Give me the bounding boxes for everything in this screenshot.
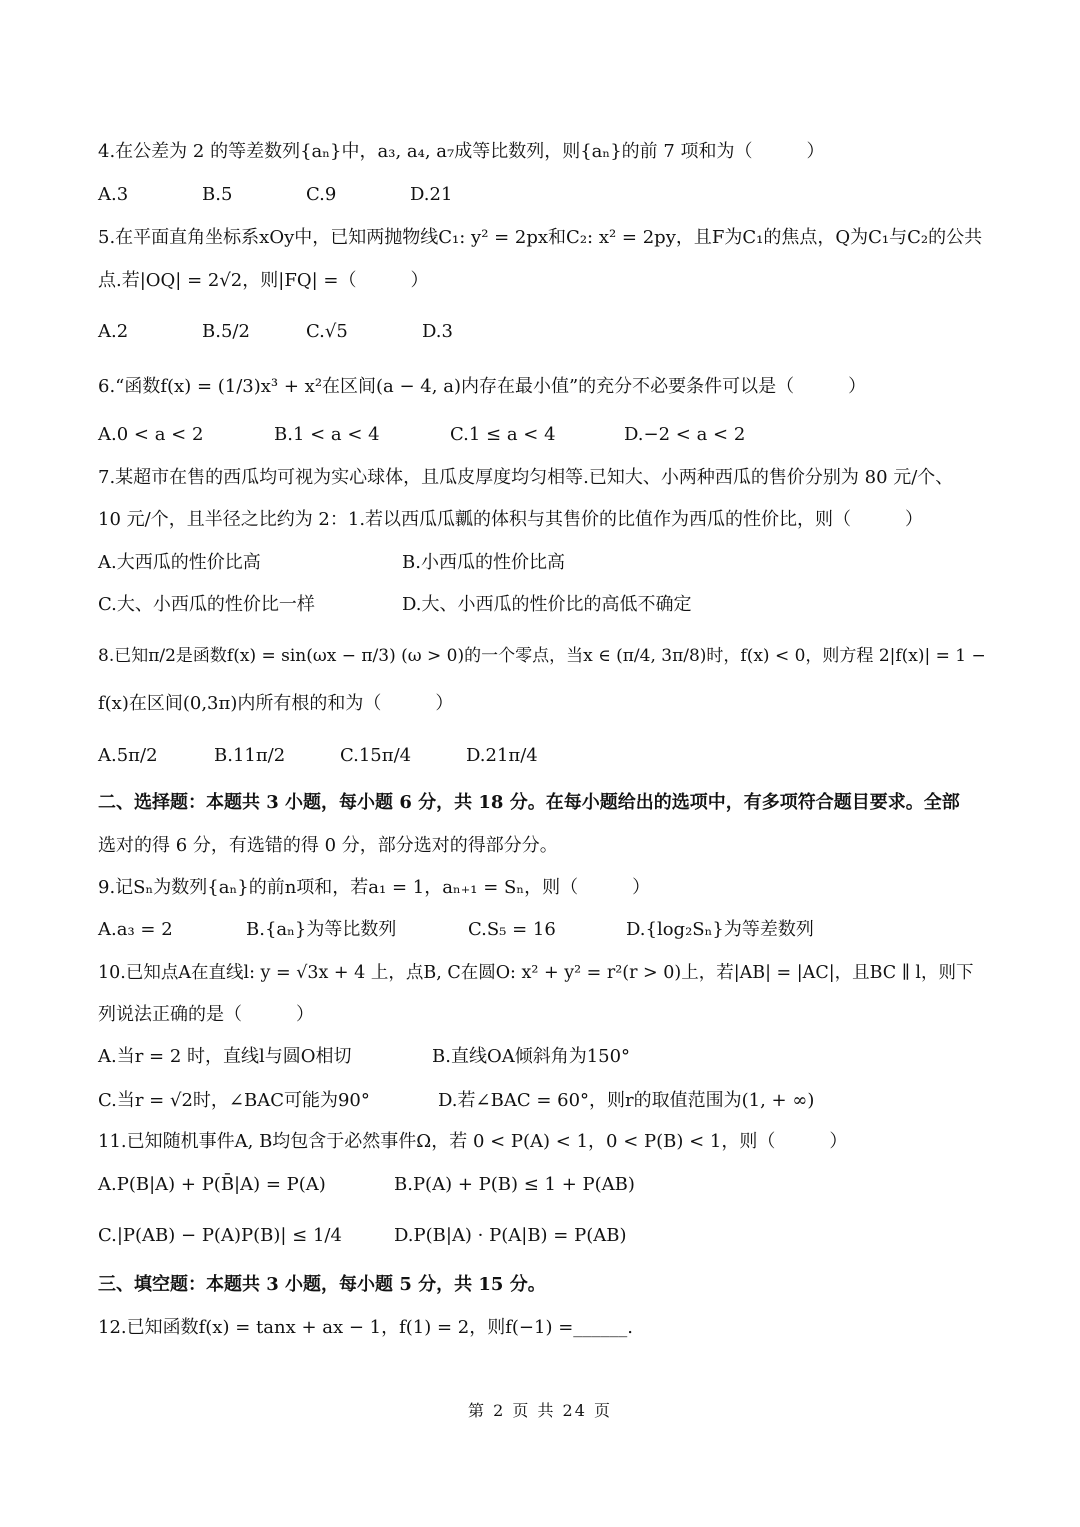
- q10-option-a: A.当r = 2 时，直线l与圆O相切: [98, 1046, 352, 1067]
- q9-option-a: A.a₃ = 2: [98, 919, 173, 940]
- question-10-line-1: 10.已知点A在直线l: y = √3x + 4 上，点B, C在圆O: x² + y² = r²(r > 0)上，若|AB| = |AC|，且BC ∥ l，则下: [98, 963, 974, 983]
- q9-option-d: D.{log₂Sₙ}为等差数列: [626, 919, 814, 940]
- q4-option-a: A.3: [98, 184, 129, 205]
- q6-option-a: A.0 < a < 2: [98, 424, 204, 445]
- section-2-heading-line-1: 二、选择题：本题共 3 小题，每小题 6 分，共 18 分。在每小题给出的选项中，有多项符合题目要求。全部: [98, 792, 960, 813]
- q6-option-d: D.−2 < a < 2: [624, 424, 746, 445]
- q11-option-d: D.P(B|A) · P(A|B) = P(AB): [394, 1225, 627, 1246]
- q5-option-a: A.2: [98, 321, 129, 342]
- q10-option-b: B.直线OA倾斜角为150°: [432, 1046, 631, 1067]
- question-12: 12.已知函数f(x) = tanx + ax − 1，f(1) = 2，则f(−1) =______.: [98, 1317, 634, 1338]
- q6-option-b: B.1 < a < 4: [274, 424, 380, 445]
- q7-option-c: C.大、小西瓜的性价比一样: [98, 594, 315, 615]
- q7-option-a: A.大西瓜的性价比高: [98, 552, 261, 573]
- q5-option-d: D.3: [422, 321, 453, 342]
- question-10-line-2: 列说法正确的是（ ）: [98, 1004, 314, 1025]
- q9-option-c: C.S₅ = 16: [468, 919, 556, 940]
- q4-option-d: D.21: [410, 184, 453, 205]
- q4-option-b: B.5: [202, 184, 233, 205]
- q8-option-c: C.15π/4: [340, 745, 412, 766]
- q5-option-b: B.5/2: [202, 321, 250, 342]
- q8-option-b: B.11π/2: [214, 745, 286, 766]
- question-8-line-1: 8.已知π/2是函数f(x) = sin(ωx − π/3) (ω > 0)的一个零点，当x ∈ (π/4, 3π/8)时，f(x) < 0，则方程 2|f(x)| = 1 −: [98, 646, 986, 666]
- question-6: 6.“函数f(x) = (1/3)x³ + x²在区间(a − 4, a)内存在最小值”的充分不必要条件可以是（ ）: [98, 376, 867, 397]
- q11-option-c: C.|P(AB) − P(A)P(B)| ≤ 1/4: [98, 1225, 342, 1246]
- q4-option-c: C.9: [306, 184, 337, 205]
- page-footer: 第 2 页 共 24 页: [468, 1401, 612, 1420]
- q7-option-b: B.小西瓜的性价比高: [402, 552, 565, 573]
- question-11: 11.已知随机事件A, B均包含于必然事件Ω，若 0 < P(A) < 1，0 < P(B) < 1，则（ ）: [98, 1131, 848, 1152]
- question-5-line-2: 点.若|OQ| = 2√2，则|FQ| =（ ）: [98, 270, 429, 291]
- q10-option-d: D.若∠BAC = 60°，则r的取值范围为(1, + ∞): [438, 1090, 815, 1111]
- question-7-line-2: 10 元/个，且半径之比约为 2：1.若以西瓜瓜瓤的体积与其售价的比值作为西瓜的性价比，则（ ）: [98, 509, 924, 530]
- q6-option-c: C.1 ≤ a < 4: [450, 424, 556, 445]
- q10-option-c: C.当r = √2时，∠BAC可能为90°: [98, 1090, 370, 1111]
- q8-option-a: A.5π/2: [98, 745, 158, 766]
- question-4: 4.在公差为 2 的等差数列{aₙ}中，a₃, a₄, a₇成等比数列，则{aₙ}的前 7 项和为（ ）: [98, 141, 825, 162]
- q11-option-a: A.P(B|A) + P(B̄|A) = P(A): [98, 1174, 326, 1195]
- question-7-line-1: 7.某超市在售的西瓜均可视为实心球体，且瓜皮厚度均匀相等.已知大、小两种西瓜的售价分别为 80 元/个、: [98, 467, 954, 488]
- q9-option-b: B.{aₙ}为等比数列: [246, 919, 397, 940]
- q7-option-d: D.大、小西瓜的性价比的高低不确定: [402, 594, 692, 615]
- section-3-heading: 三、填空题：本题共 3 小题，每小题 5 分，共 15 分。: [98, 1274, 546, 1295]
- question-9: 9.记Sₙ为数列{aₙ}的前n项和，若a₁ = 1，aₙ₊₁ = Sₙ，则（ ）: [98, 877, 651, 898]
- question-5-line-1: 5.在平面直角坐标系xOy中，已知两抛物线C₁: y² = 2px和C₂: x² = 2py，且F为C₁的焦点，Q为C₁与C₂的公共: [98, 227, 983, 248]
- q5-option-c: C.√5: [306, 321, 348, 342]
- question-8-line-2: f(x)在区间(0,3π)内所有根的和为（ ）: [98, 693, 454, 714]
- section-2-heading-line-2: 选对的得 6 分，有选错的得 0 分，部分选对的得部分分。: [98, 835, 558, 856]
- q8-option-d: D.21π/4: [466, 745, 538, 766]
- q11-option-b: B.P(A) + P(B) ≤ 1 + P(AB): [394, 1174, 635, 1195]
